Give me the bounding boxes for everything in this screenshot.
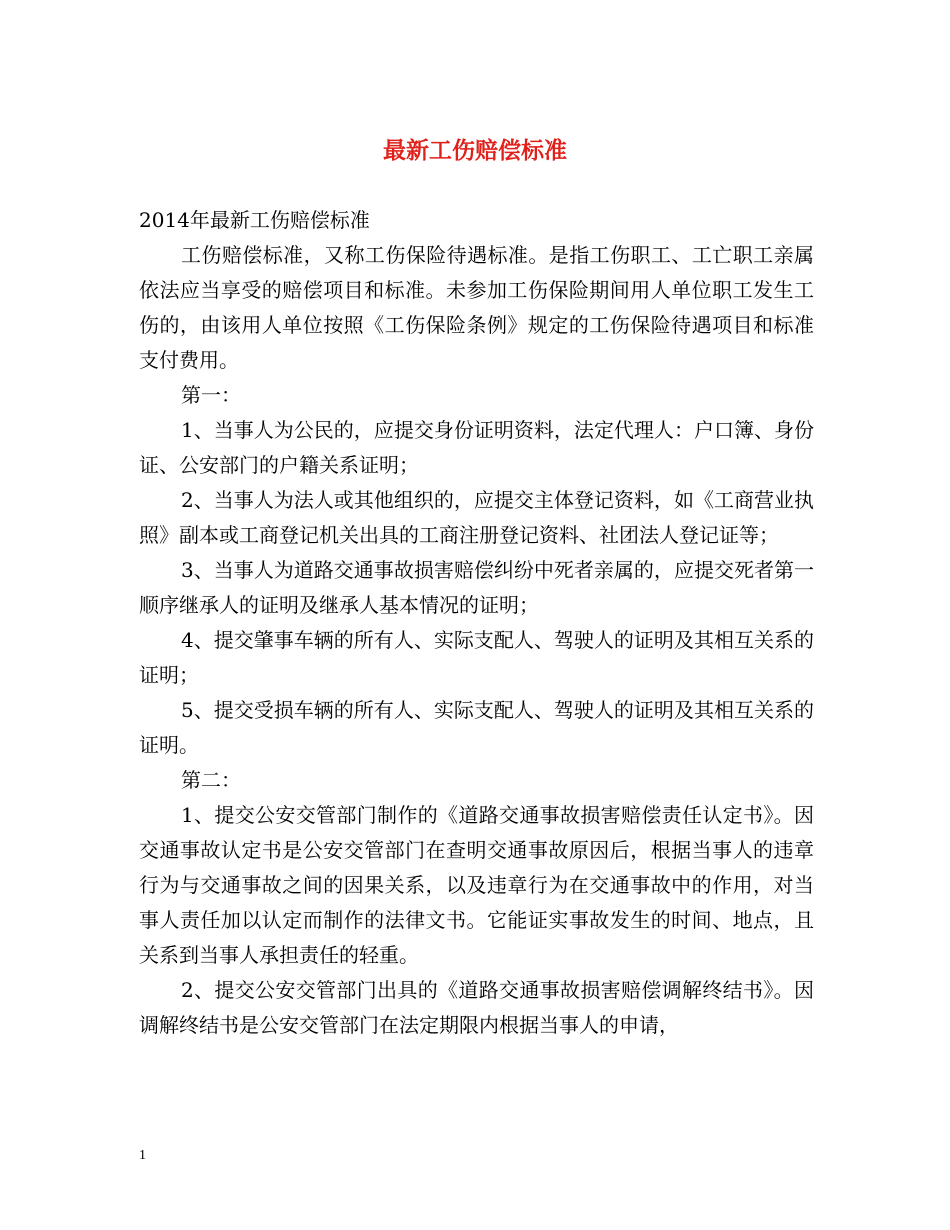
paragraph: 4、提交肇事车辆的所有人、实际支配人、驾驶人的证明及其相互关系的证明； — [139, 628, 814, 687]
paragraph: 1、提交公安交管部门制作的《道路交通事故损害赔偿责任认定书》。因交通事故认定书是公安交管部门在查明交通事故原因后，根据当事人的违章行为与交通事故之间的因果关系，以及违章行为在交通事故中的作用，对当事人责任加以认定而制作的法律文书。它能证实事故发生的时间、地点，且关系到当事人承担责任的轻重。 — [139, 803, 814, 967]
document-title: 最新工伤赔偿标准 — [383, 137, 567, 164]
paragraph: 2、当事人为法人或其他组织的，应提交主体登记资料，如《工商营业执照》副本或工商登记机关出具的工商注册登记资料、社团法人登记证等； — [139, 488, 814, 547]
paragraph: 第二： — [181, 768, 241, 792]
paragraph: 1、当事人为公民的，应提交身份证明资料，法定代理人：户口簿、身份证、公安部门的户籍关系证明； — [139, 418, 814, 477]
paragraph: 第一： — [181, 383, 241, 407]
paragraph: 2014年最新工伤赔偿标准 — [139, 208, 370, 232]
document-body — [139, 203, 814, 1043]
paragraph: 3、当事人为道路交通事故损害赔偿纠纷中死者亲属的，应提交死者第一顺序继承人的证明及继承人基本情况的证明； — [139, 558, 814, 617]
paragraph: 5、提交受损车辆的所有人、实际支配人、驾驶人的证明及其相互关系的证明。 — [139, 698, 814, 757]
page-number: 1 — [139, 1148, 146, 1163]
paragraph: 工伤赔偿标准，又称工伤保险待遇标准。是指工伤职工、工亡职工亲属依法应当享受的赔偿项目和标准。未参加工伤保险期间用人单位职工发生工伤的，由该用人单位按照《工伤保险条例》规定的工伤保险待遇项目和标准支付费用。 — [139, 243, 814, 372]
paragraph: 2、提交公安交管部门出具的《道路交通事故损害赔偿调解终结书》。因调解终结书是公安交管部门在法定期限内根据当事人的申请， — [139, 978, 814, 1037]
